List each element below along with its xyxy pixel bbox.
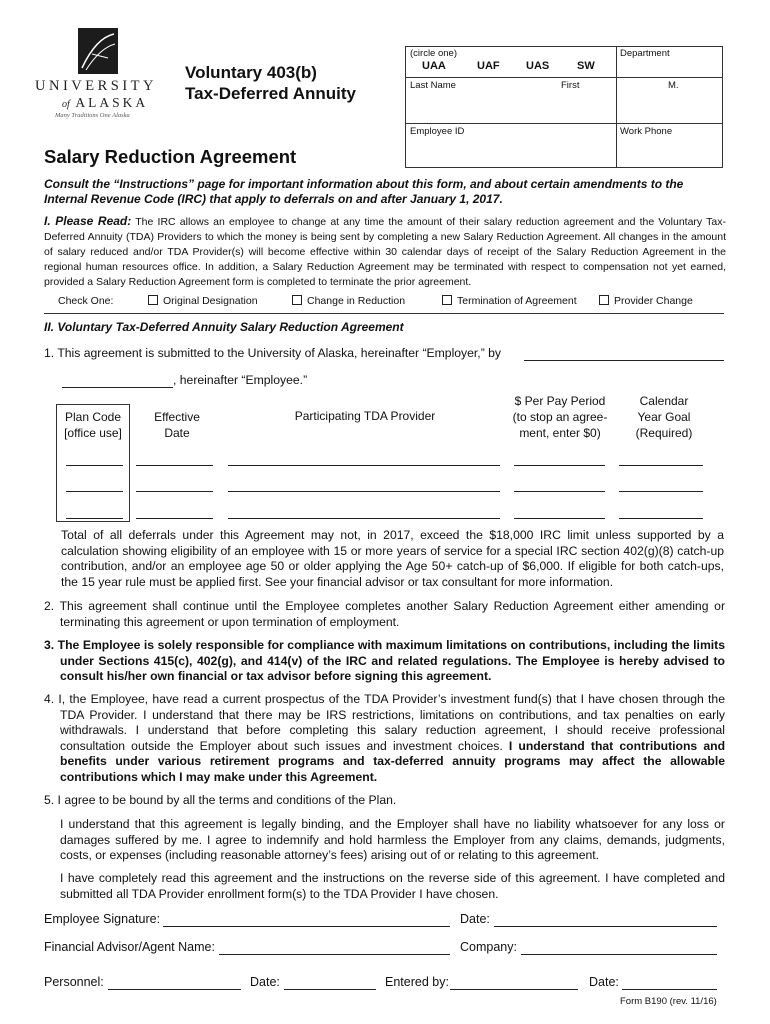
university-logo-mark [78, 28, 118, 74]
checkbox-icon[interactable] [442, 295, 452, 305]
provider-line[interactable] [228, 491, 500, 492]
item-1-employee: , hereinafter “Employee.” [173, 373, 308, 387]
per-pay-line[interactable] [514, 518, 605, 519]
employee-id-field[interactable]: Employee ID [410, 126, 465, 137]
entered-date-line[interactable] [622, 989, 717, 990]
option-provider-change[interactable]: Provider Change [599, 295, 693, 307]
legal-binding-text: I understand that this agreement is legally binding, and the Employer shall have no liability whatsoever for any loss or damages suffered by me. I agree to indemnify and hold harmless the Employer from any claims, demands, judgments, costs, or expenses (including reasonable attorney’s fees) arising out of or relating to this agreement. [60, 817, 725, 862]
last-name-field[interactable]: Last Name [410, 80, 456, 91]
section-2-title: II. Voluntary Tax-Deferred Annuity Salary Reduction Agreement [44, 320, 404, 334]
check-one-row: Check One: Original Designation Change in Reduction Termination of Agreement Provider Change [58, 295, 693, 307]
logo-of-alaska: of ALASKA [62, 95, 149, 110]
work-phone-field[interactable]: Work Phone [620, 126, 673, 137]
department-field[interactable]: Department [620, 48, 670, 59]
form-number: Form B190 (rev. 11/16) [620, 996, 717, 1007]
personnel-date-line[interactable] [284, 989, 376, 990]
middle-initial-field[interactable]: M. [668, 80, 679, 91]
goal-line[interactable] [619, 465, 703, 466]
section-1-text: I. Please Read: The IRC allows an employee to change at any time the amount of their salary reduction agreement and the Voluntary Tax-Deferred Annuity (TDA) Providers to which the money is being sent by completing a new Salary Reduction Agreement. All changes in the amount of salary reduced and/or TDA Provider(s) will become effective within 30 calendar days of receipt of the Salary Reduction Agreement in the regional human resources office. In addition, a Salary Reduction Agreement may be terminated with respect to compensation not yet earned, provided a Salary Reduction Agreement form is completed to terminate the prior agreement. [44, 214, 726, 288]
entered-by-line[interactable] [450, 989, 578, 990]
per-pay-line[interactable] [514, 491, 605, 492]
employee-signature-line[interactable] [163, 926, 450, 927]
entered-date-label: Date: [589, 975, 619, 989]
item-5-text: 5. I agree to be bound by all the terms and conditions of the Plan. [44, 793, 397, 807]
provider-line[interactable] [228, 518, 500, 519]
personnel-label: Personnel: [44, 975, 104, 989]
entered-by-label: Entered by: [385, 975, 449, 989]
campus-uaf[interactable]: UAF [477, 60, 500, 72]
goal-line[interactable] [619, 518, 703, 519]
calendar-goal-header: Calendar Year Goal (Required) [635, 394, 693, 440]
provider-header: Participating TDA Provider [294, 409, 436, 423]
option-termination-of-agreement[interactable]: Termination of Agreement [442, 295, 577, 307]
option-original-designation[interactable]: Original Designation [148, 295, 258, 307]
plan-code-line[interactable] [66, 491, 123, 492]
divider [44, 313, 724, 314]
employee-info-box [405, 46, 723, 168]
circle-one-label: (circle one) [410, 48, 457, 59]
first-name-field[interactable]: First [561, 80, 580, 91]
item-3-text: 3. The Employee is solely responsible for compliance with maximum limitations on contributions, including the limits under Sections 415(c), 402(g), and 414(v) of the IRC and related regulations. The Employee is hereby advised to consult his/her own financial or tax advisor before signing this agreement. [44, 638, 725, 683]
effective-date-line[interactable] [136, 491, 213, 492]
option-change-in-reduction[interactable]: Change in Reduction [292, 295, 405, 307]
completed-text: I have completely read this agreement and the instructions on the reverse side of this agreement. I have completed and submitted all TDA Provider enrollment form(s) to the TDA Provider I have chosen. [60, 871, 725, 901]
employee-name-line[interactable] [62, 387, 173, 388]
checkbox-icon[interactable] [599, 295, 609, 305]
personnel-date-label: Date: [250, 975, 280, 989]
logo-swoosh-icon [78, 28, 118, 74]
item-1-text: 1. This agreement is submitted to the University of Alaska, hereinafter “Employer,” by [44, 346, 502, 360]
item-4-text: 4. I, the Employee, have read a current prospectus of the TDA Provider’s investment fund(s) that I have chosen through the TDA Provider. I understand that there may be IRS restrictions, limitations on contributions, and tax penalties on early withdrawals. I understand that before completing this salary reduction agreement, I should receive professional consultation outside the Employer about such issues and investment choices. I understand that contributions and benefits under various retirement programs and tax-deferred annuity programs may affect the allowable contributions which I may make under this Agreement. [44, 692, 726, 784]
advisor-name-line[interactable] [219, 954, 450, 955]
effective-date-line[interactable] [136, 465, 213, 466]
signature-date-label: Date: [460, 912, 490, 926]
company-label: Company: [460, 940, 517, 954]
logo-university: UNIVERSITY [35, 78, 157, 94]
form-title: Voluntary 403(b) Tax-Deferred Annuity [185, 63, 356, 103]
employer-by-line[interactable] [524, 360, 724, 361]
checkbox-icon[interactable] [292, 295, 302, 305]
employee-signature-label: Employee Signature: [44, 912, 161, 926]
campus-sw[interactable]: SW [577, 60, 595, 72]
item-2-text: 2. This agreement shall continue until the Employee completes another Salary Reduction Agreement either amending or terminating this agreement or upon termination of employment. [44, 599, 725, 629]
plan-code-header: Plan Code [office use] [64, 410, 122, 440]
personnel-line[interactable] [108, 989, 241, 990]
company-line[interactable] [521, 954, 717, 955]
page-heading: Salary Reduction Agreement [44, 146, 297, 167]
per-pay-period-header: $ Per Pay Period (to stop an agree- ment, enter $0) [512, 394, 608, 440]
campus-uaa[interactable]: UAA [422, 60, 446, 72]
effective-date-line[interactable] [136, 518, 213, 519]
advisor-name-label: Financial Advisor/Agent Name: [44, 940, 215, 954]
provider-line[interactable] [228, 465, 500, 466]
effective-date-header: Effective Date [154, 410, 200, 440]
goal-line[interactable] [619, 491, 703, 492]
per-pay-line[interactable] [514, 465, 605, 466]
checkbox-icon[interactable] [148, 295, 158, 305]
intro-text: Consult the “Instructions” page for important information about this form, and about certain amendments to the Internal Revenue Code (IRC) that apply to deferrals on and after January 1, 2017. [44, 177, 684, 206]
campus-uas[interactable]: UAS [526, 60, 550, 72]
plan-code-line[interactable] [66, 465, 123, 466]
total-deferrals-text: Total of all deferrals under this Agreement may not, in 2017, exceed the $18,000 IRC limit unless supported by a calculation showing eligibility of an employee with 15 or more years of service for a special IRC section 402(g)(8) catch-up contribution, and/or an employee age 50 or older applying the Age 50+ catch-up of $6,000. If eligible for both catch-ups, the 15 year rule must be applied first. See your financial advisor or tax consultant for more information. [61, 528, 724, 589]
plan-code-line[interactable] [66, 518, 123, 519]
signature-date-line[interactable] [494, 926, 717, 927]
logo-tagline: Many Traditions One Alaska [55, 112, 130, 119]
